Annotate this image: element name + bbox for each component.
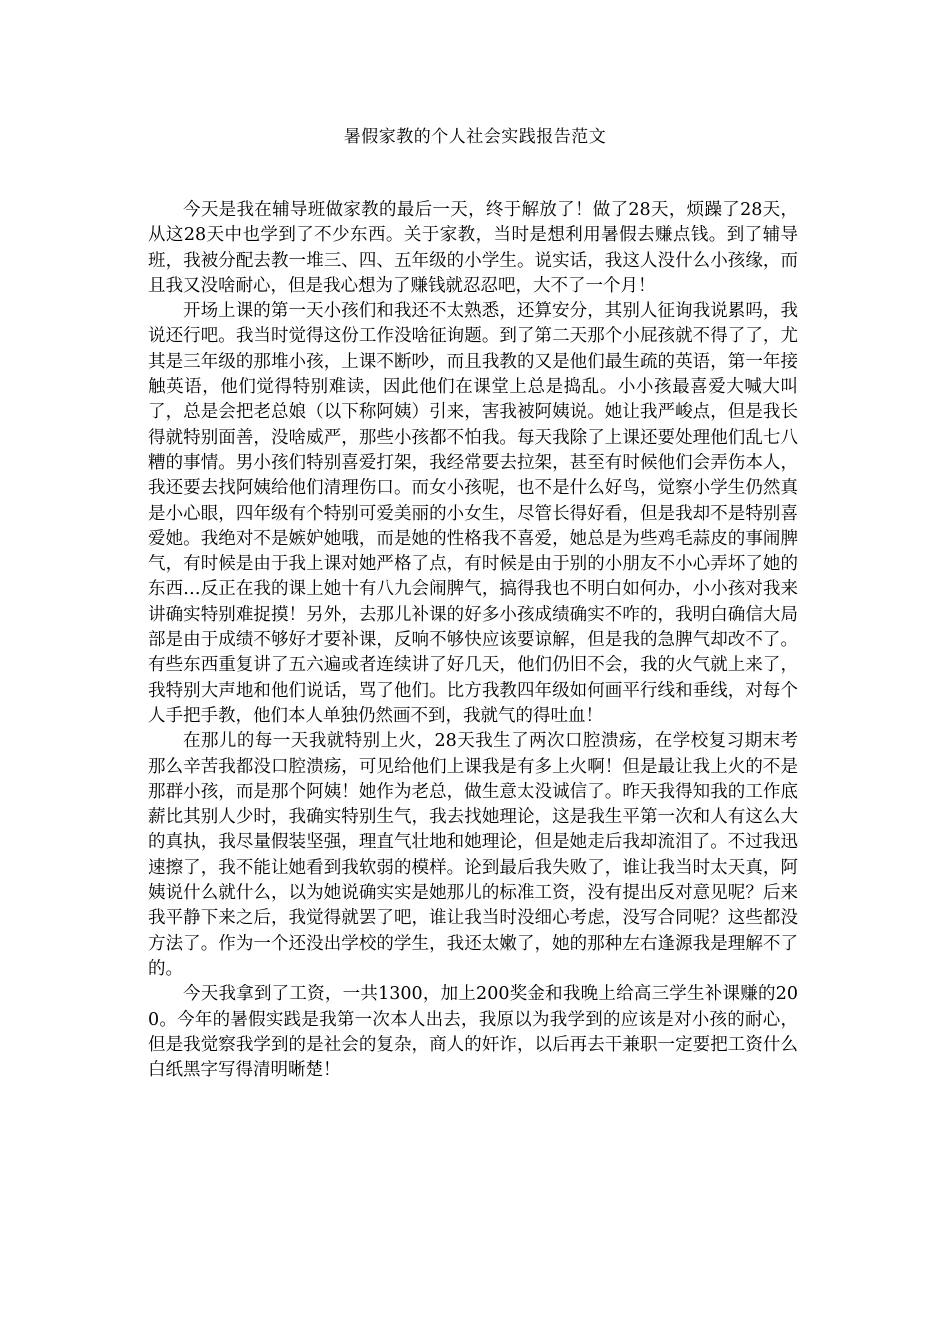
paragraph-2: 开场上课的第一天小孩们和我还不太熟悉，还算安分，其别人征询我说累吗，我说还行吧。我当时觉得这份工作没啥征询题。到了第二天那个小屁孩就不得了了，尤其是三年级的那堆小孩，上课不断吵，而且我教的又是他们最生疏的英语，第一年接触英语，他们觉得特别难读，因此他们在课堂上总是捣乱。小小孩最喜爱大喊大叫了，总是会把老总娘（以下称阿姨）引来，害我被阿姨说。她让我严峻点，但是我长得就特别面善，没啥威严，那些小孩都不怕我。每天我除了上课还要处理他们乱七八糟的事情。男小孩们特别喜爱打架，我经常要去拉架，甚至有时候他们会弄伤本人，我还要去找阿姨给他们清理伤口。而女小孩呢，也不是什么好鸟，觉察小学生仍然真是小心眼，四年级有个特别可爱美丽的小女生，尽管长得好看，但是我却不是特别喜爱她。我绝对不是嫉妒她哦，而是她的性格我不喜爱，她总是为些鸡毛蒜皮的事闹脾气，有时候是由于我上课对她严格了点，有时候是由于别的小朋友不小心弄坏了她的东西…反正在我的课上她十有八九会闹脾气，搞得我也不明白如何办，小小孩对我来讲确实特别难捉摸！另外，去那儿补课的好多小孩成绩确实不咋的，我明白确信大局部是由于成绩不够好才要补课，反响不够快应该要谅解，但是我的急脾气却改不了。有些东西重复讲了五六遍或者连续讲了好几天，他们仍旧不会，我的火气就上来了，我特别大声地和他们说话，骂了他们。比方我教四年级如何画平行线和垂线，对每个人手把手教，他们本人单独仍然画不到，我就气的得吐血！ bbox=[148, 301, 798, 726]
document-title: 暑假家教的个人社会实践报告范文 bbox=[343, 127, 607, 147]
paragraph-3: 在那儿的每一天我就特别上火，28天我生了两次口腔溃疡，在学校复习期末考那么辛苦我都没口腔溃疡，可见给他们上课我是有多上火啊！但是最让我上火的不是那群小孩，而是那个阿姨！她作为老总，做生意太没诚信了。昨天我得知我的工作底薪比其别人少时，我确实特别生气，我去找她理论，这是我生平第一次和人有这么大的真执，我尽量假装坚强，理直气壮地和她理论，但是她走后我却流泪了。不过我迅速擦了，我不能让她看到我软弱的模样。论到最后我失败了，谁让我当时太天真，阿姨说什么就什么，以为她说确实实是她那儿的标准工资，没有提出反对意见呢？后来我平静下来之后，我觉得就罢了吧，谁让我当时没细心考虑，没写合同呢？这些都没方法了。作为一个还没出学校的学生，我还太嫩了，她的那种左右逢源我是理解不了的。 bbox=[148, 731, 798, 979]
paragraph-4: 今天我拿到了工资，一共1300，加上200奖金和我晚上给高三学生补课赚的200。今年的暑假实践是我第一次本人出去，我原以为我学到的应该是对小孩的耐心，但是我觉察我学到的是社会的复杂，商人的奸诈，以后再去干兼职一定要把工资什么白纸黑字写得清明晰楚！ bbox=[148, 984, 798, 1081]
document-body bbox=[148, 198, 798, 1083]
paragraph-1: 今天是我在辅导班做家教的最后一天，终于解放了！做了28天，烦躁了28天，从这28天中也学到了不少东西。关于家教，当时是想利用暑假去赚点钱。到了辅导班，我被分配去教一堆三、四、五年级的小学生。说实话，我这人没什么小孩缘，而且我又没啥耐心，但是我心想为了赚钱就忍忍吧，大不了一个月！ bbox=[148, 200, 798, 296]
